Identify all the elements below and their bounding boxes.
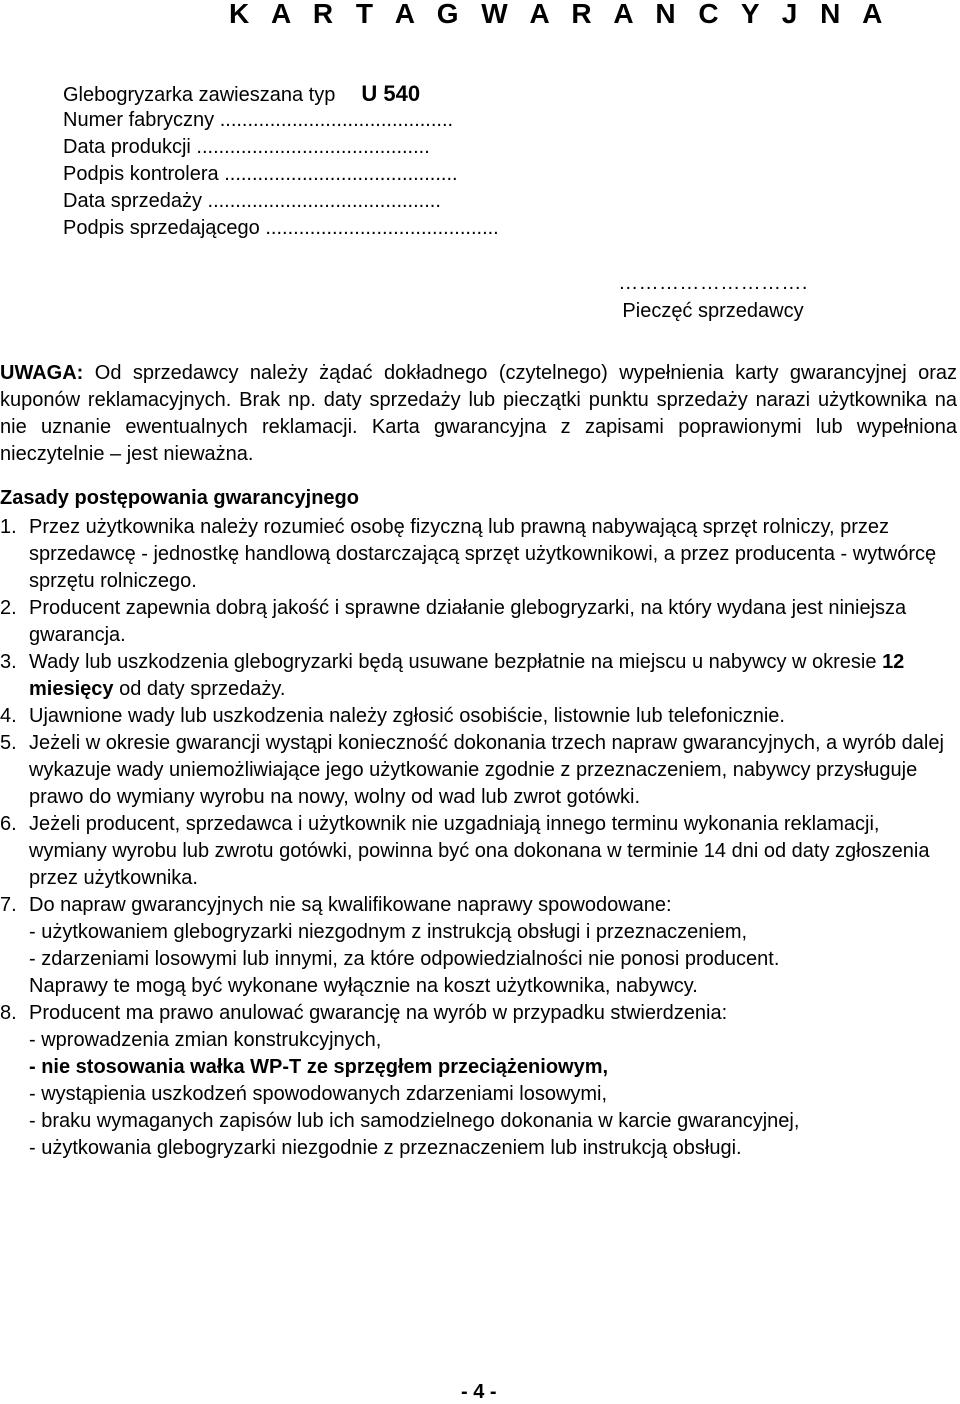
field-serial-number: Numer fabryczny .......................................... — [63, 109, 454, 131]
rule-text: Ujawnione wady lub uszkodzenia należy zgłosić osobiście, listownie lub telefonicznie. — [29, 705, 785, 727]
rule-number: 3. — [0, 651, 17, 673]
rule-item — [0, 1000, 960, 1027]
field-seller-signature: Podpis sprzedającego .......................................... — [63, 217, 499, 239]
rule-subitem: - braku wymaganych zapisów lub ich samodzielnego dokonania w karcie gwarancyjnej, — [29, 1110, 800, 1132]
seller-stamp — [548, 269, 878, 325]
rule-subitem: - użytkowaniem glebogryzarki niezgodnym z instrukcją obsługi i przeznaczeniem, — [29, 921, 748, 943]
rule-number: 7. — [0, 894, 17, 916]
rule-subitem: - wystąpienia uszkodzeń spowodowanych zdarzeniami losowymi, — [29, 1083, 608, 1105]
rule-item — [0, 649, 960, 703]
rule-number: 5. — [0, 732, 17, 754]
rule-text-after: od daty sprzedaży. — [113, 678, 286, 700]
rule-item — [0, 892, 960, 919]
field-sale-date: Data sprzedaży .......................................... — [63, 190, 441, 212]
rule-item — [0, 811, 960, 892]
rule-text: Jeżeli w okresie gwarancji wystąpi konieczność dokonania trzech napraw gwarancyjnych, a wyrób dalej wykazuje wady uniemożliwiające jego użytkowanie zgodnie z przeznaczeniem, nabywcy przysługuje prawo do wymiany wyrobu na nowy, wolny od wad lub zwrot gotówki. — [29, 732, 944, 808]
rule-text: Przez użytkownika należy rozumieć osobę fizyczną lub prawną nabywającą sprzęt rolniczy, przez sprzedawcę - jednostkę handlową dostarczającą sprzęt użytkownikowi, a przez producenta - wytwórcę sprzętu rolniczego. — [29, 516, 937, 592]
field-inspector-signature: Podpis kontrolera .......................................... — [63, 163, 458, 185]
warning-prefix: UWAGA: — [0, 362, 84, 384]
stamp-dots: ………………………. — [618, 272, 808, 294]
rule-text: Producent zapewnia dobrą jakość i sprawne działanie glebogryzarki, na który wydana jest niniejsza gwarancja. — [29, 597, 907, 646]
product-fields — [63, 80, 499, 242]
section-title: Zasady postępowania gwarancyjnego — [0, 487, 359, 509]
rule-subitem: - wprowadzenia zmian konstrukcyjnych, — [29, 1029, 382, 1051]
rule-text: Jeżeli producent, sprzedawca i użytkownik nie uzgadniają innego terminu wykonania reklamacji, wymiany wyrobu lub zwrotu gotówki, powinna być ona dokonana w terminie 14 dni od daty zgłoszenia przez użytkownika. — [29, 813, 930, 889]
rule-text: Producent ma prawo anulować gwarancję na wyrób w przypadku stwierdzenia: — [29, 1002, 728, 1024]
rule-number: 1. — [0, 516, 17, 538]
rule-subitem: - zdarzeniami losowymi lub innymi, za które odpowiedzialności nie ponosi producent. — [29, 948, 780, 970]
field-model-value: U 540 — [361, 81, 421, 106]
rule-number: 6. — [0, 813, 17, 835]
rule-item — [0, 514, 960, 595]
rule-number: 2. — [0, 597, 17, 619]
warranty-rules — [0, 514, 960, 1162]
rule-item — [0, 595, 960, 649]
rule-number: 8. — [0, 1002, 17, 1024]
page-number: - 4 - — [461, 1381, 497, 1403]
rule-subitem: - użytkowania glebogryzarki niezgodnie z przeznaczeniem lub instrukcją obsługi. — [29, 1137, 742, 1159]
rule-item — [0, 730, 960, 811]
warning-note — [0, 360, 957, 468]
field-model-label: Glebogryzarka zawieszana typ — [63, 84, 336, 106]
warranty-period: 12 miesięcy — [29, 651, 905, 700]
rule-subitem-emphasis: - nie stosowania wałka WP-T ze sprzęgłem przeciążeniowym, — [29, 1056, 609, 1078]
page-title: K A R T A G W A R A N C Y J N A — [229, 0, 890, 29]
field-model — [63, 80, 499, 107]
field-production-date: Data produkcji .......................................... — [63, 136, 430, 158]
rule-after-note: Naprawy te mogą być wykonane wyłącznie na koszt użytkownika, nabywcy. — [29, 975, 698, 997]
stamp-label: Pieczęć sprzedawcy — [622, 300, 804, 322]
rule-text: Do napraw gwarancyjnych nie są kwalifikowane naprawy spowodowane: — [29, 894, 672, 916]
rule-number: 4. — [0, 705, 17, 727]
rule-item — [0, 703, 960, 730]
rule-text: Wady lub uszkodzenia glebogryzarki będą usuwane bezpłatnie na miejscu u nabywcy w okresie — [29, 651, 883, 673]
warning-text: Od sprzedawcy należy żądać dokładnego (czytelnego) wypełnienia karty gwarancyjnej oraz kuponów reklamacyjnych. Brak np. daty sprzedaży lub pieczątki punktu sprzedaży narazi użytkownika na nie uznanie ewentualnych reklamacji. Karta gwarancyjna z zapisami poprawionymi lub wypełniona nieczytelnie – jest nieważna. — [0, 362, 957, 465]
